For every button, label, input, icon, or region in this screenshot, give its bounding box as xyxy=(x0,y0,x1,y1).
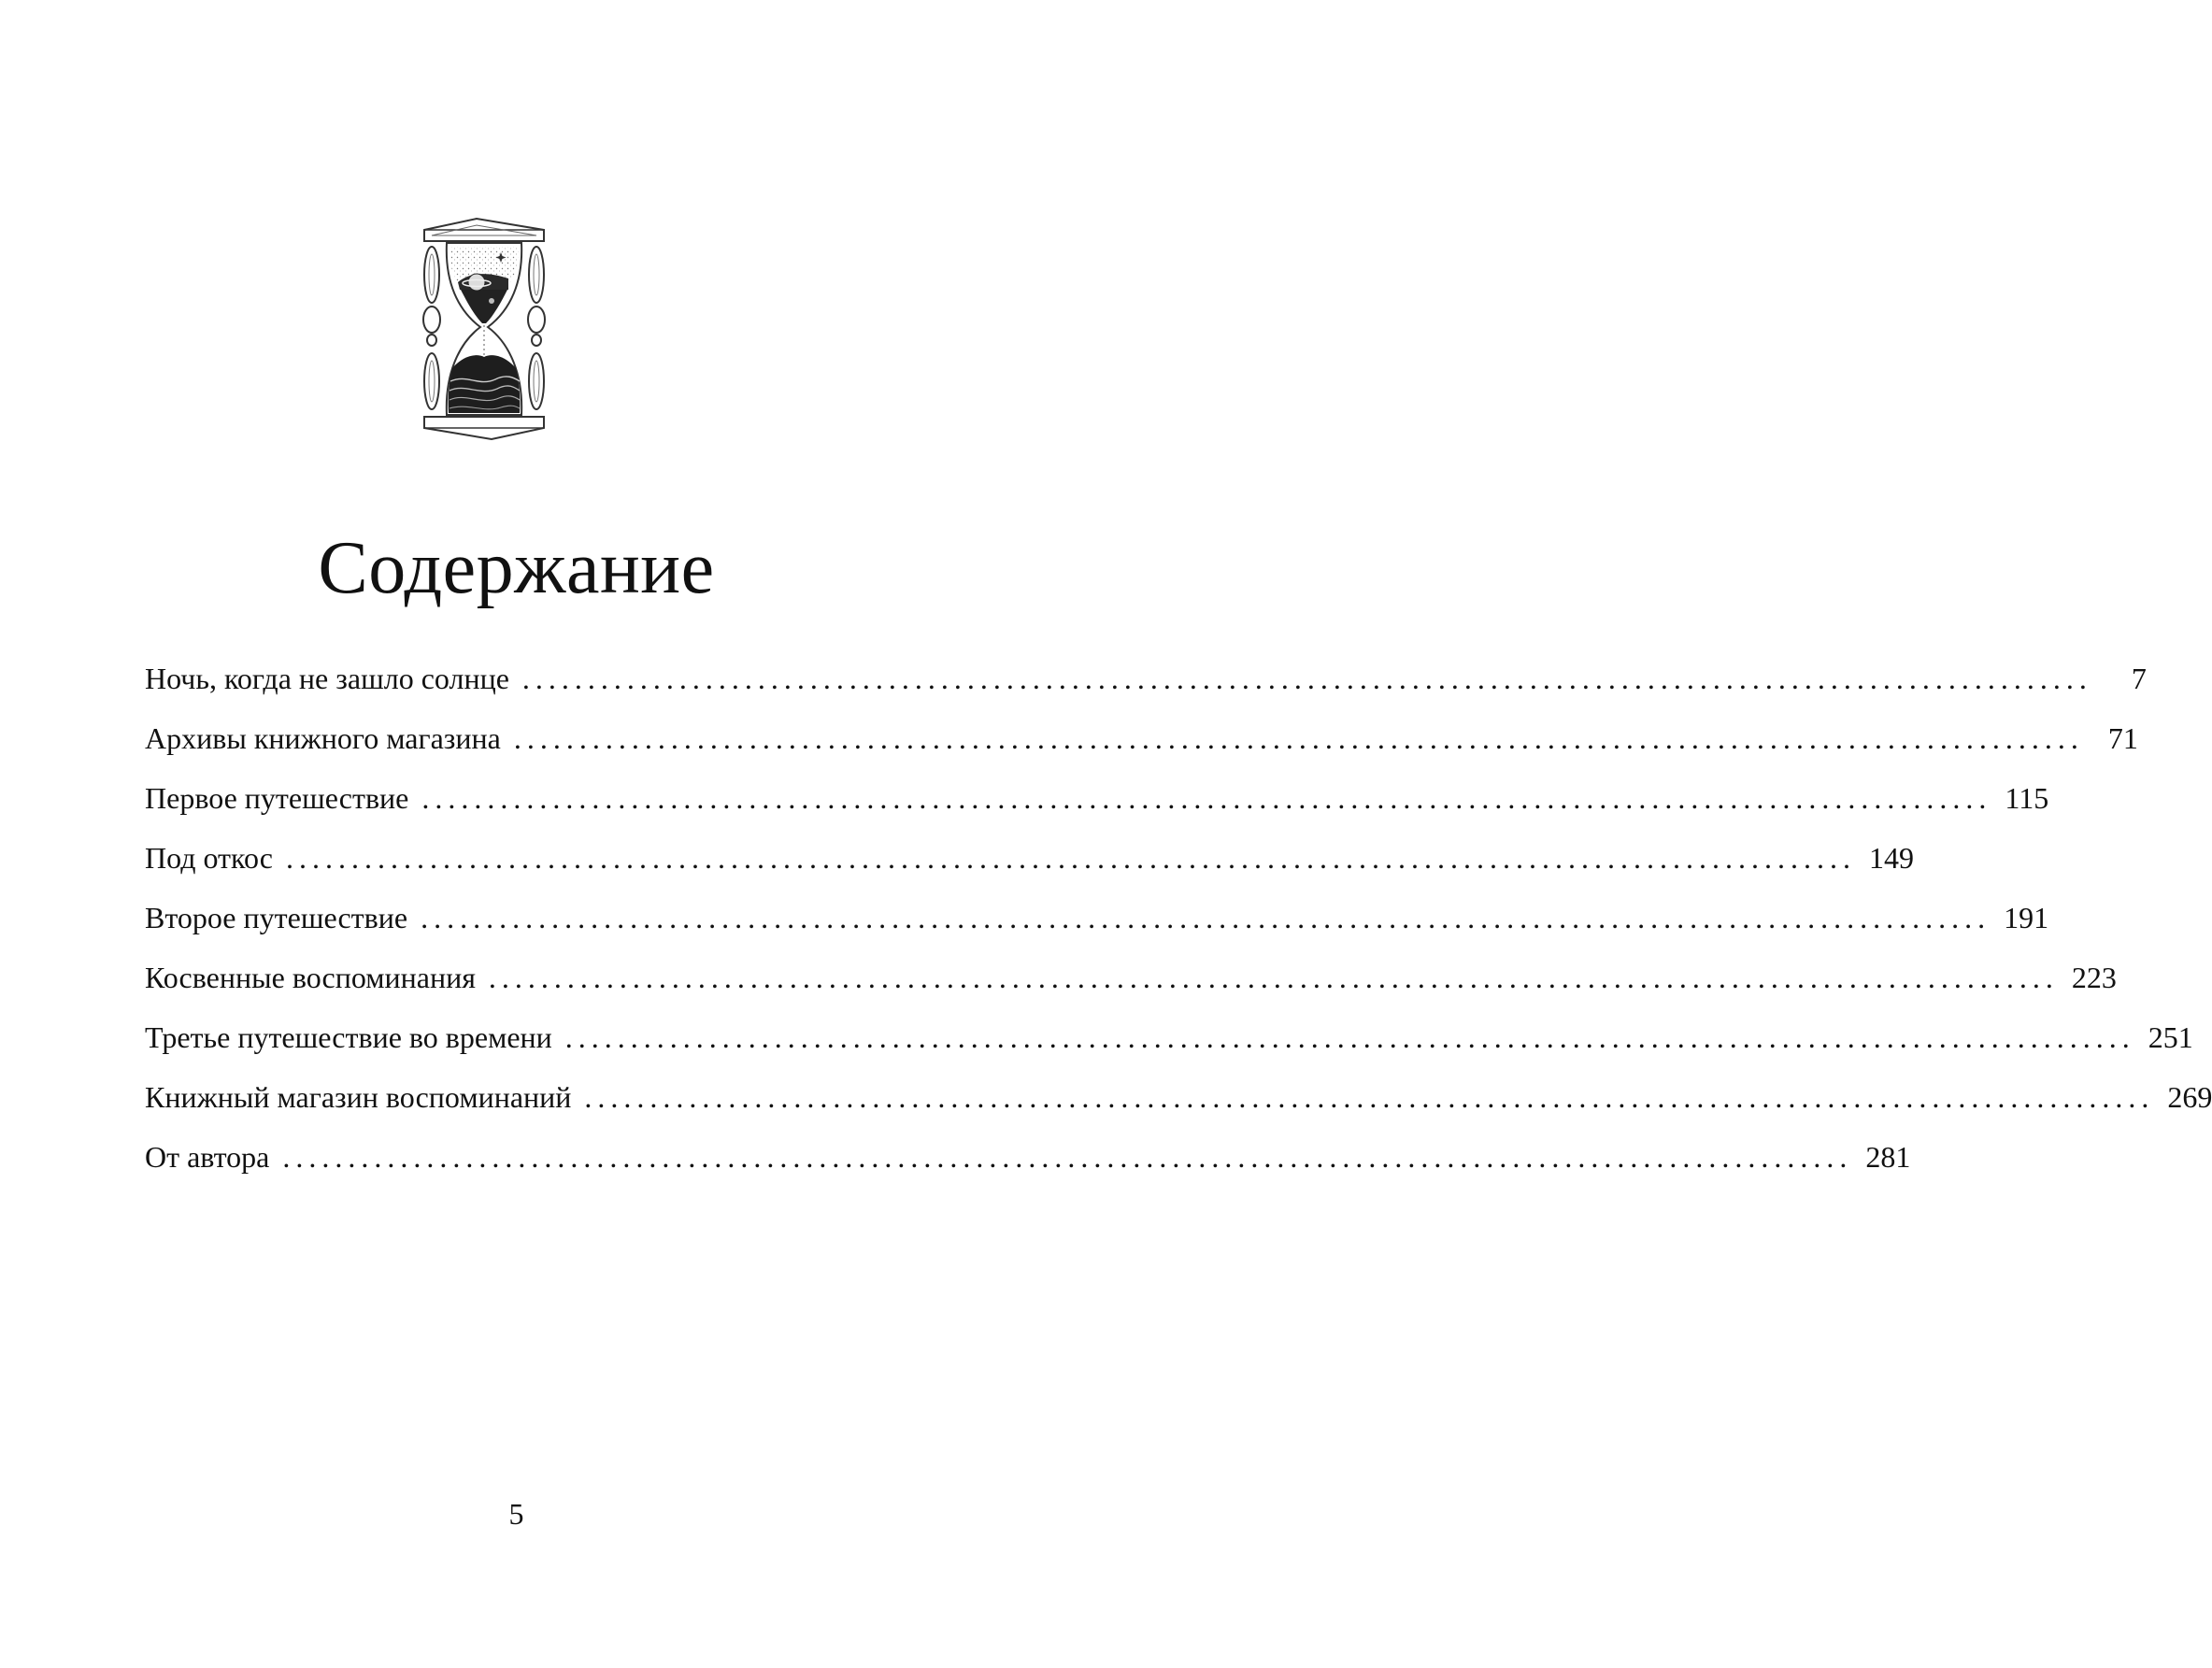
toc-entry xyxy=(145,768,2049,828)
page-number: 5 xyxy=(508,1497,524,1531)
dot-leader: ........................................................................................................................ xyxy=(421,901,1991,934)
toc-entry-page: 71 xyxy=(2107,721,2138,755)
toc-entry-title: Первое путешествие xyxy=(145,781,409,815)
toc-entry xyxy=(145,1127,1911,1187)
toc-entry-page: 269 xyxy=(2167,1080,2212,1114)
toc-entry xyxy=(145,1067,2212,1127)
toc-entry xyxy=(145,708,2138,768)
toc-entry-page: 149 xyxy=(1868,841,1914,875)
dot-leader: ........................................................................................................................ xyxy=(488,961,2059,994)
toc-entry-title: Книжный магазин воспоминаний xyxy=(145,1080,572,1114)
dot-leader: ........................................................................................................................ xyxy=(421,781,1992,815)
toc-entry-page: 191 xyxy=(2004,901,2049,934)
toc-entry-page: 223 xyxy=(2071,961,2117,994)
toc-entry-title: Ночь, когда не зашло солнце xyxy=(145,662,509,695)
dot-leader: ........................................................................................................................ xyxy=(513,721,2084,755)
toc-entry-title: От автора xyxy=(145,1140,270,1174)
hourglass-icon xyxy=(411,217,557,441)
toc-entry xyxy=(145,948,2117,1007)
toc-entry xyxy=(145,888,2049,948)
toc-entry-title: Второе путешествие xyxy=(145,901,408,934)
dot-leader: ........................................................................................................................ xyxy=(521,662,2092,695)
dot-leader: ........................................................................................................................ xyxy=(584,1080,2155,1114)
toc-entry xyxy=(145,828,1914,888)
page-title: Содержание xyxy=(318,527,715,609)
toc-entry-page: 281 xyxy=(1865,1140,1911,1174)
table-of-contents xyxy=(145,649,2212,1187)
toc-entry-page: 251 xyxy=(2148,1020,2193,1054)
toc-entry xyxy=(145,649,2147,708)
toc-entry-title: Под откос xyxy=(145,841,273,875)
toc-entry-title: Архивы книжного магазина xyxy=(145,721,501,755)
toc-entry-page: 115 xyxy=(2005,781,2049,815)
toc-entry-page: 7 xyxy=(2131,662,2147,695)
toc-entry-title: Косвенные воспоминания xyxy=(145,961,476,994)
toc-entry-title: Третье путешествие во времени xyxy=(145,1020,552,1054)
dot-leader: ........................................................................................................................ xyxy=(564,1020,2135,1054)
dot-leader: ........................................................................................................................ xyxy=(282,1140,1853,1174)
dot-leader: ........................................................................................................................ xyxy=(285,841,1856,875)
toc-entry xyxy=(145,1007,2193,1067)
